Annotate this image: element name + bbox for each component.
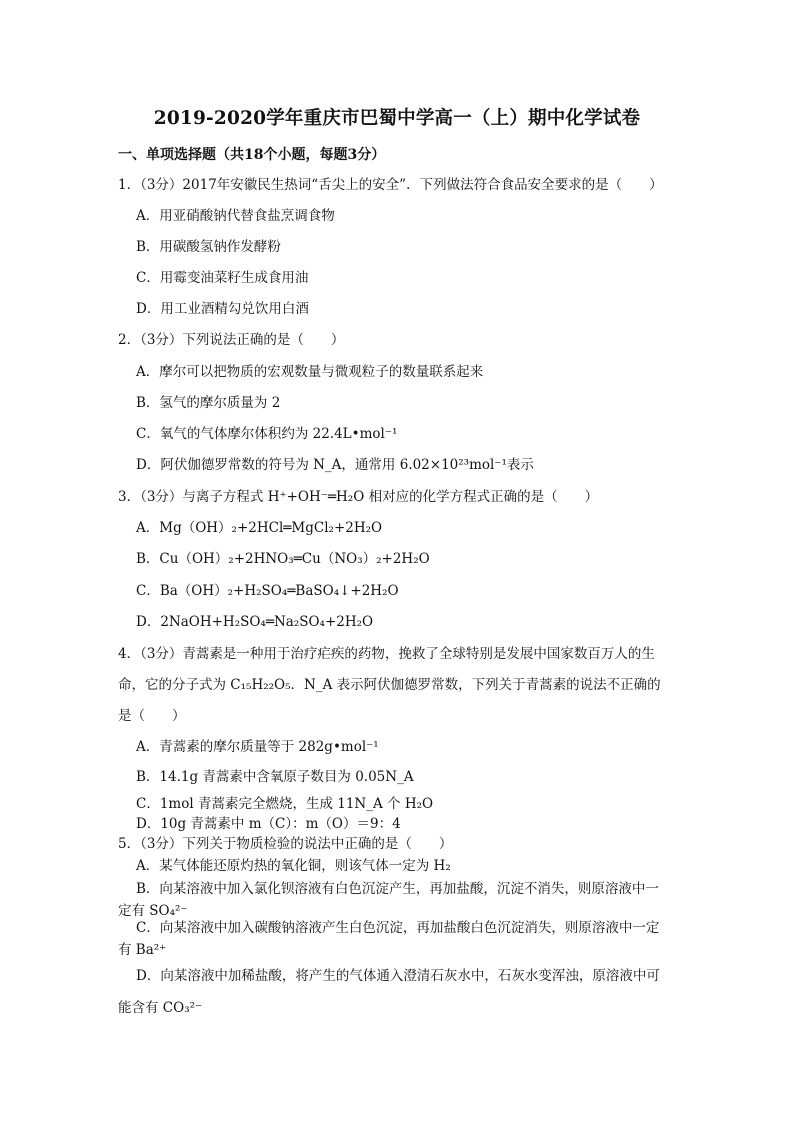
- question-4-option-a: A．青蒿素的摩尔质量等于 282g•mol⁻¹: [136, 739, 379, 755]
- question-5-option-d-continued: 能含有 CO₃²⁻: [118, 1000, 203, 1016]
- page-title: 2019-2020学年重庆市巴蜀中学高一（上）期中化学试卷: [153, 108, 641, 129]
- question-5-option-a: A．某气体能还原灼热的氧化铜，则该气体一定为 H₂: [136, 858, 451, 874]
- question-1-option-d: D．用工业酒精勾兑饮用白酒: [136, 301, 309, 317]
- question-2-option-b: B．氢气的摩尔质量为 2: [136, 395, 281, 411]
- question-5-option-c-continued: 有 Ba²⁺: [118, 942, 167, 958]
- question-2-option-a: A．摩尔可以把物质的宏观数量与微观粒子的数量联系起来: [136, 364, 484, 380]
- question-1-option-a: A．用亚硝酸钠代替食盐烹调食物: [136, 208, 335, 224]
- question-2-option-d: D．阿伏伽德罗常数的符号为 N_A，通常用 6.02×10²³mol⁻¹表示: [136, 457, 534, 473]
- question-3-option-d: D．2NaOH+H₂SO₄═Na₂SO₄+2H₂O: [136, 614, 374, 630]
- question-3-option-b: B．Cu（OH）₂+2HNO₃═Cu（NO₃）₂+2H₂O: [136, 551, 430, 567]
- question-4-stem-continued: 是（ ）: [118, 708, 186, 724]
- question-4-option-d: D．10g 青蒿素中 m（C）：m（O）＝9：4: [136, 816, 401, 832]
- question-5-option-b: B．向某溶液中加入氯化钡溶液有白色沉淀产生，再加盐酸，沉淀不消失，则原溶液中一: [136, 881, 659, 897]
- question-4-option-c: C．1mol 青蒿素完全燃烧，生成 11N_A 个 H₂O: [136, 796, 434, 812]
- question-5-option-b-continued: 定有 SO₄²⁻: [118, 903, 188, 919]
- question-1-option-c: C．用霉变油菜籽生成食用油: [136, 270, 309, 286]
- question-1-stem: 1．（3分）2017年安徽民生热词“舌尖上的安全”．下列做法符合食品安全要求的是（ ）: [118, 177, 663, 193]
- section-heading: 一、单项选择题（共18个小题，每题3分）: [118, 147, 386, 163]
- question-3-option-c: C．Ba（OH）₂+H₂SO₄═BaSO₄↓+2H₂O: [136, 583, 399, 599]
- question-5-option-c: C．向某溶液中加入碳酸钠溶液产生白色沉淀，再加盐酸白色沉淀消失，则原溶液中一定: [136, 920, 660, 936]
- question-2-stem: 2．（3分）下列说法正确的是（ ）: [118, 332, 345, 348]
- question-4-option-b: B．14.1g 青蒿素中含氧原子数目为 0.05N_A: [136, 769, 414, 785]
- question-3-option-a: A．Mg（OH）₂+2HCl═MgCl₂+2H₂O: [136, 520, 383, 536]
- question-1-option-b: B．用碳酸氢钠作发酵粉: [136, 239, 281, 255]
- question-5-option-d: D．向某溶液中加稀盐酸，将产生的气体通入澄清石灰水中，石灰水变浑浊，原溶液中可: [136, 968, 660, 984]
- question-5-stem: 5．（3分）下列关于物质检验的说法中正确的是（ ）: [118, 836, 453, 852]
- question-2-option-c: C．氧气的气体摩尔体积约为 22.4L•mol⁻¹: [136, 426, 398, 442]
- question-3-stem: 3．（3分）与离子方程式 H⁺+OH⁻═H₂O 相对应的化学方程式正确的是（ ）: [118, 489, 599, 505]
- question-4-stem: 4．（3分）青蒿素是一种用于治疗疟疾的药物，挽救了全球特别是发展中国家数百万人的生: [118, 646, 655, 662]
- question-4-stem-continued: 命，它的分子式为 C₁₅H₂₂O₅．N_A 表示阿伏伽德罗常数，下列关于青蒿素的说法不正确的: [118, 677, 661, 693]
